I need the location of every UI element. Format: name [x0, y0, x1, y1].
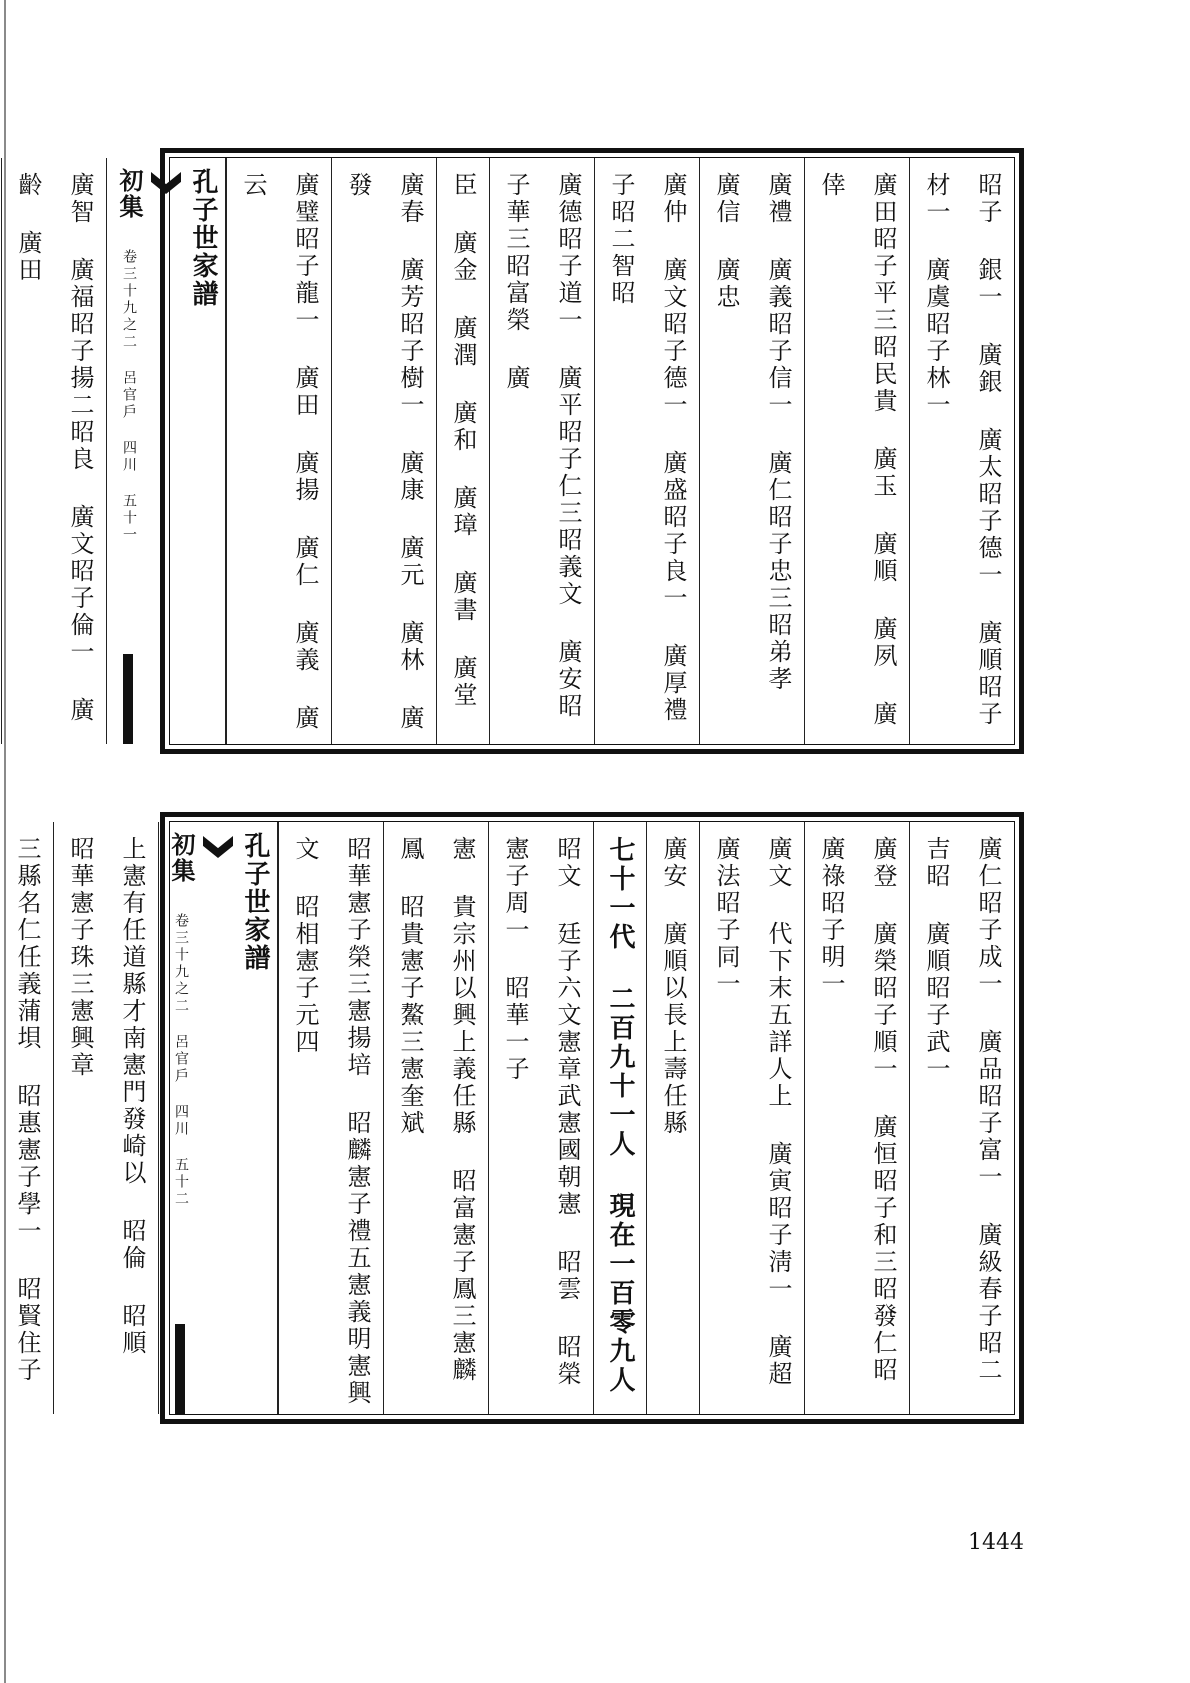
- text-column: 廣春 廣芳昭子樹一 廣康 廣元 廣林 廣發: [331, 158, 436, 744]
- book-title: 孔子世家譜: [188, 168, 218, 308]
- text-column: 三縣名仁任義蒲垻 昭惠憲子學一 昭賢住子: [0, 822, 53, 1414]
- text-column: 廣安 廣順以長上壽任縣: [646, 822, 699, 1414]
- text-column: 廣田昭子平三昭民貴 廣玉 廣順 廣夙 廣倖: [804, 158, 909, 744]
- text-column: 臣 廣金 廣潤 廣和 廣璋 廣書 廣堂: [436, 158, 489, 744]
- text-column: 廣禮 廣義昭子信一 廣仁昭子忠三昭弟孝 廣信 廣忠: [699, 158, 804, 744]
- text-column: 憲 貴宗州以興上義任縣 昭富憲子鳳三憲麟鳳 昭貴憲子鰲三憲奎斌: [383, 822, 488, 1414]
- center-fold-column: [158, 822, 278, 1414]
- fishtail-mark-icon: [151, 172, 181, 194]
- volume-label: 卷三十九之二 呂官戶 四川 五十一: [121, 249, 137, 544]
- fold-bar: [175, 1324, 185, 1414]
- book-title: 孔子世家譜: [240, 832, 270, 972]
- fishtail-mark-icon: [203, 836, 233, 858]
- text-column: 廣智 廣福昭子揚二昭良 廣文昭子倫一 廣齡 廣田: [1, 158, 106, 744]
- center-fold-column: [106, 158, 226, 744]
- collection-label: 初集: [167, 832, 196, 884]
- text-column: 昭文 廷子六文憲章武憲國朝憲 昭雲 昭榮憲子周一 昭華一子: [488, 822, 593, 1414]
- text-column: [0, 158, 1, 744]
- text-column: 上憲有任道縣才南憲門發崎以 昭倫 昭順 昭華憲子珠三憲興章: [53, 822, 158, 1414]
- text-column: 廣璧昭子龍一 廣田 廣揚 廣仁 廣義 廣云: [226, 158, 331, 744]
- page-number: 1444: [968, 1530, 1024, 1555]
- text-column: 廣文 代下末五詳人上 廣寅昭子淸一 廣超 廣法昭子同一: [699, 822, 804, 1414]
- fold-bar: [123, 654, 133, 744]
- page-51-frame: [14, 157, 1015, 745]
- genealogy-page-52: [13, 812, 1024, 1424]
- collection-label: 初集: [115, 168, 144, 220]
- text-column: 廣仁昭子成一 廣品昭子富一 廣級春子昭二吉昭 廣順昭子武一: [909, 822, 1014, 1414]
- text-column: 廣德昭子道一 廣平昭子仁三昭義文 廣安昭子華三昭富榮 廣: [489, 158, 594, 744]
- text-column: 昭華憲子榮三憲揚培 昭麟憲子禮五憲義明憲興文 昭相憲子元四: [278, 822, 383, 1414]
- genealogy-page-51: [14, 148, 1024, 754]
- text-column: 廣仲 廣文昭子德一 廣盛昭子良一 廣厚禮子昭二智昭: [594, 158, 699, 744]
- text-column: 昭子 銀一 廣銀 廣太昭子德一 廣順昭子材一 廣虞昭子林一: [909, 158, 1014, 744]
- volume-label: 卷三十九之二 呂官戶 四川 五十二: [173, 913, 189, 1208]
- page-52-frame: [13, 821, 1015, 1415]
- text-column: 廣登 廣榮昭子順一 廣恒昭子和三昭發仁昭 廣祿昭子明一: [804, 822, 909, 1414]
- generation-heading-column: 七十一代 二百九十一人 現在一百零九人: [593, 822, 646, 1414]
